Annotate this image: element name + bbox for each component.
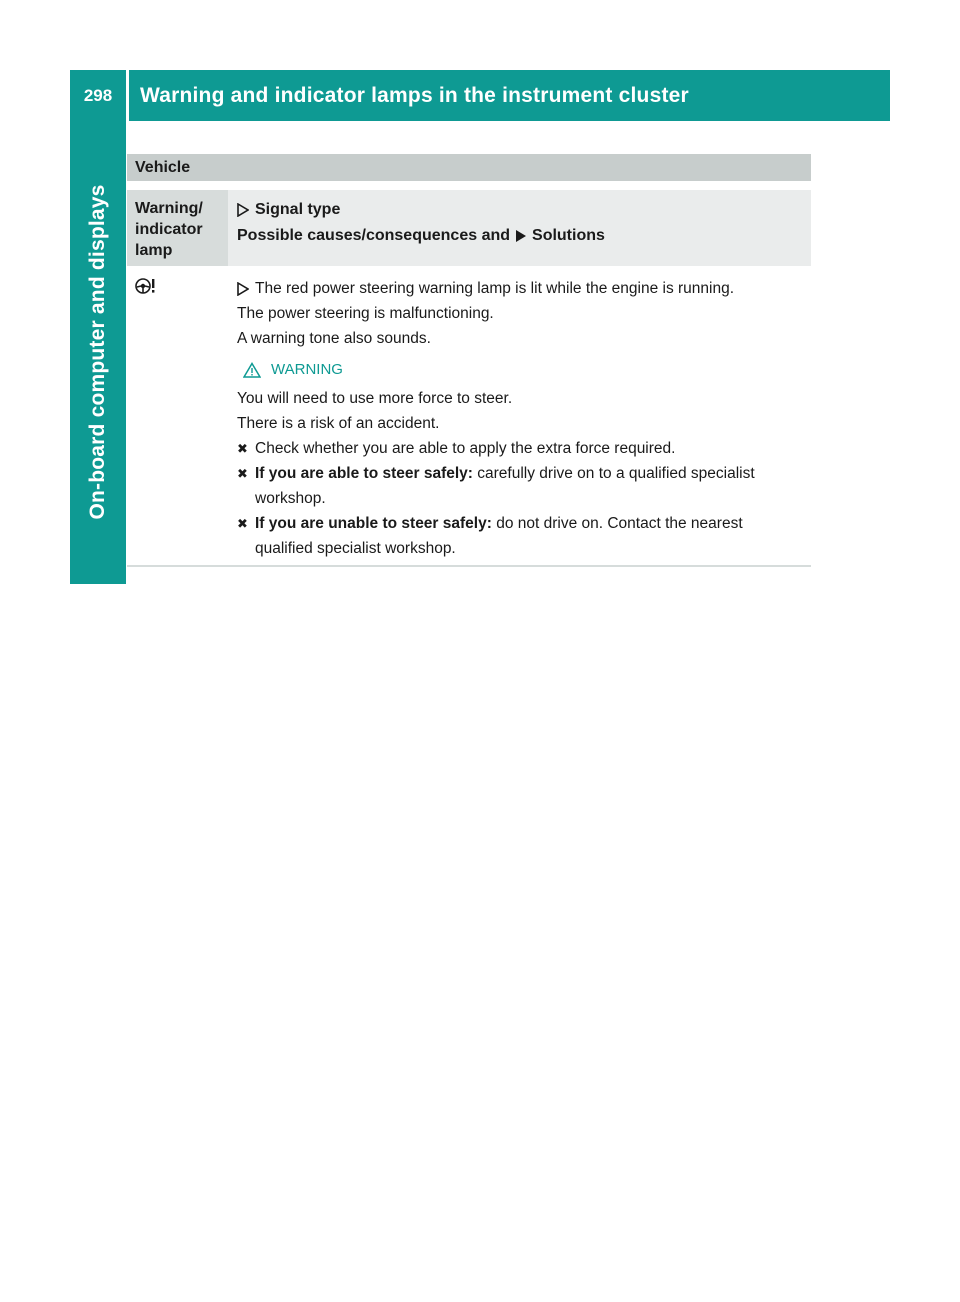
- signal-text: The red power steering warning lamp is lit while the engine is running.: [255, 280, 735, 297]
- table-header-row: [127, 190, 811, 266]
- col-header-lamp: Warning/ indicator lamp: [127, 190, 228, 266]
- page-number: 298: [83, 85, 113, 105]
- table-section-title: Vehicle: [127, 154, 811, 181]
- tone-text: A warning tone also sounds.: [237, 330, 431, 347]
- col-header-details: [228, 190, 811, 266]
- bullet-bold: If you are able to steer safely:: [255, 465, 473, 482]
- header-divider: [126, 70, 129, 121]
- col-header-solutions: Solutions: [532, 227, 605, 244]
- bullet-x-icon: ✖: [237, 516, 248, 531]
- bullet-text: do not drive on. Contact the nearest qualified specialist workshop.: [255, 515, 743, 557]
- lamp-cell: [127, 266, 228, 561]
- side-tab-label: On-board computer and displays: [86, 184, 109, 520]
- warning-triangle-icon: [243, 362, 261, 378]
- warning-lamp-table: [127, 154, 811, 561]
- cause-text: The power steering is malfunctioning.: [237, 305, 494, 322]
- list-item: [237, 511, 802, 561]
- details-cell: [228, 266, 811, 561]
- bullet-x-icon: ✖: [237, 441, 248, 456]
- warning-heading: [237, 357, 802, 382]
- page-title: Warning and indicator lamps in the instrument cluster: [140, 83, 689, 107]
- col-header-signal: Signal type: [255, 201, 341, 218]
- list-item: [237, 436, 802, 461]
- table-row: [127, 266, 811, 561]
- table-bottom-rule: [127, 565, 811, 567]
- col-header-causes: Possible causes/consequences and: [237, 227, 511, 244]
- solution-arrow-icon: [515, 229, 527, 243]
- list-item: [237, 461, 802, 511]
- warning-text-2: There is a risk of an accident.: [237, 415, 440, 432]
- bullet-bold: If you are unable to steer safely:: [255, 515, 492, 532]
- power-steering-warning-icon: [135, 277, 157, 295]
- warning-text-1: You will need to use more force to steer.: [237, 390, 513, 407]
- signal-triangle-icon: [237, 282, 249, 296]
- bullet-x-icon: ✖: [237, 466, 248, 481]
- bullet-text: Check whether you are able to apply the extra force required.: [255, 440, 676, 457]
- signal-triangle-icon: [237, 203, 249, 217]
- bullet-text: carefully drive on to a qualified specialist workshop.: [255, 465, 755, 507]
- warning-label: WARNING: [271, 361, 343, 378]
